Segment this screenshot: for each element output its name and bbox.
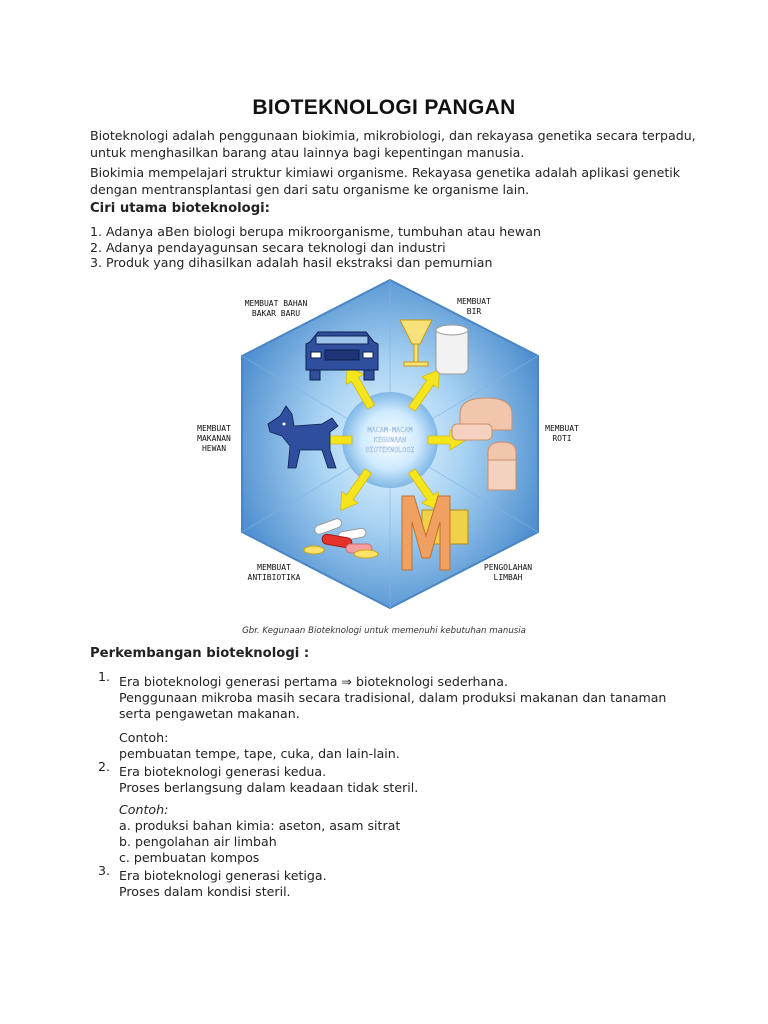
label-makanan-hewan: MEMBUAT [197, 424, 231, 433]
figure-caption: Gbr. Kegunaan Bioteknologi untuk memenuhi kebutuhan manusia [242, 626, 526, 636]
center-label: KEGUNAAN [373, 436, 407, 444]
center-label: BIOTEKNOLOGI [365, 446, 415, 454]
g2-contoh-label: Contoh: [119, 802, 169, 817]
biotech-figure [190, 274, 590, 614]
g1-line3: serta pengawetan makanan. [119, 706, 300, 721]
list-item: c. pembuatan kompos [119, 850, 260, 865]
label-bir: MEMBUAT [457, 297, 491, 306]
list-number: 1. [98, 669, 111, 684]
biotech-diagram [190, 274, 590, 614]
label-antibiotika: ANTIBIOTIKA [247, 573, 301, 582]
intro-paragraph-2: Biokimia mempelajari struktur kimiawi organisme. Rekayasa genetika adalah aplikasi genetik dengan mentransplantasi gen dari satu organisme ke organisme lain. [90, 165, 681, 197]
list-number: 3. [98, 863, 111, 878]
label-makanan-hewan: MAKANAN [197, 434, 231, 443]
ciri-heading: Ciri utama bioteknologi: [90, 201, 270, 216]
page-title: BIOTEKNOLOGI PANGAN [252, 96, 516, 119]
label-bir: BIR [466, 307, 482, 316]
list-item: a. produksi bahan kimia: aseton, asam sitrat [119, 818, 401, 833]
label-antibiotika: MEMBUAT [257, 563, 291, 572]
label-makanan-hewan: HEWAN [201, 444, 227, 453]
intro-paragraph-1: Bioteknologi adalah penggunaan biokimia, mikrobiologi, dan rekayasa genetika secara terpadu, untuk menghasilkan barang atau lainnya bagi kepentingan manusia. [90, 128, 696, 160]
generation-3 [119, 868, 679, 900]
list-item: b. pengolahan air limbah [119, 834, 277, 849]
label-bahan-bakar: BAKAR BARU [251, 309, 301, 318]
center-label: MACAM-MACAM [367, 426, 413, 434]
g2-line1: Era bioteknologi generasi kedua. [119, 764, 327, 779]
ciri-list [90, 224, 690, 271]
list-item: 3. Produk yang dihasilkan adalah hasil ekstraksi dan pemurnian [90, 255, 493, 270]
generation-2 [119, 764, 679, 866]
g3-line1: Era bioteknologi generasi ketiga. [119, 868, 327, 883]
list-item: 2. Adanya pendayagunsan secara teknologi dan industri [90, 239, 446, 255]
perkembangan-heading: Perkembangan bioteknologi : [90, 646, 310, 661]
g1-contoh-text: pembuatan tempe, tape, cuka, dan lain-lain. [119, 746, 400, 761]
g2-line2: Proses berlangsung dalam keadaan tidak steril. [119, 780, 419, 795]
label-limbah: LIMBAH [493, 573, 523, 582]
g3-line2: Proses dalam kondisi steril. [119, 884, 291, 899]
g1-line2: Penggunaan mikroba masih secara tradisional, dalam produksi makanan dan tanaman [119, 690, 667, 705]
label-limbah: PENGOLAHAN [483, 563, 533, 572]
list-number: 2. [98, 759, 111, 774]
label-bahan-bakar: MEMBUAT BAHAN [244, 299, 308, 308]
list-item: 1. Adanya aBen biologi berupa mikroorganisme, tumbuhan atau hewan [90, 224, 541, 239]
g1-line1: Era bioteknologi generasi pertama ⇒ bioteknologi sederhana. [119, 674, 508, 689]
label-roti: MEMBUAT [545, 424, 579, 433]
generation-1 [119, 674, 679, 762]
g1-contoh-label: Contoh: [119, 730, 169, 745]
label-roti: ROTI [552, 434, 572, 443]
